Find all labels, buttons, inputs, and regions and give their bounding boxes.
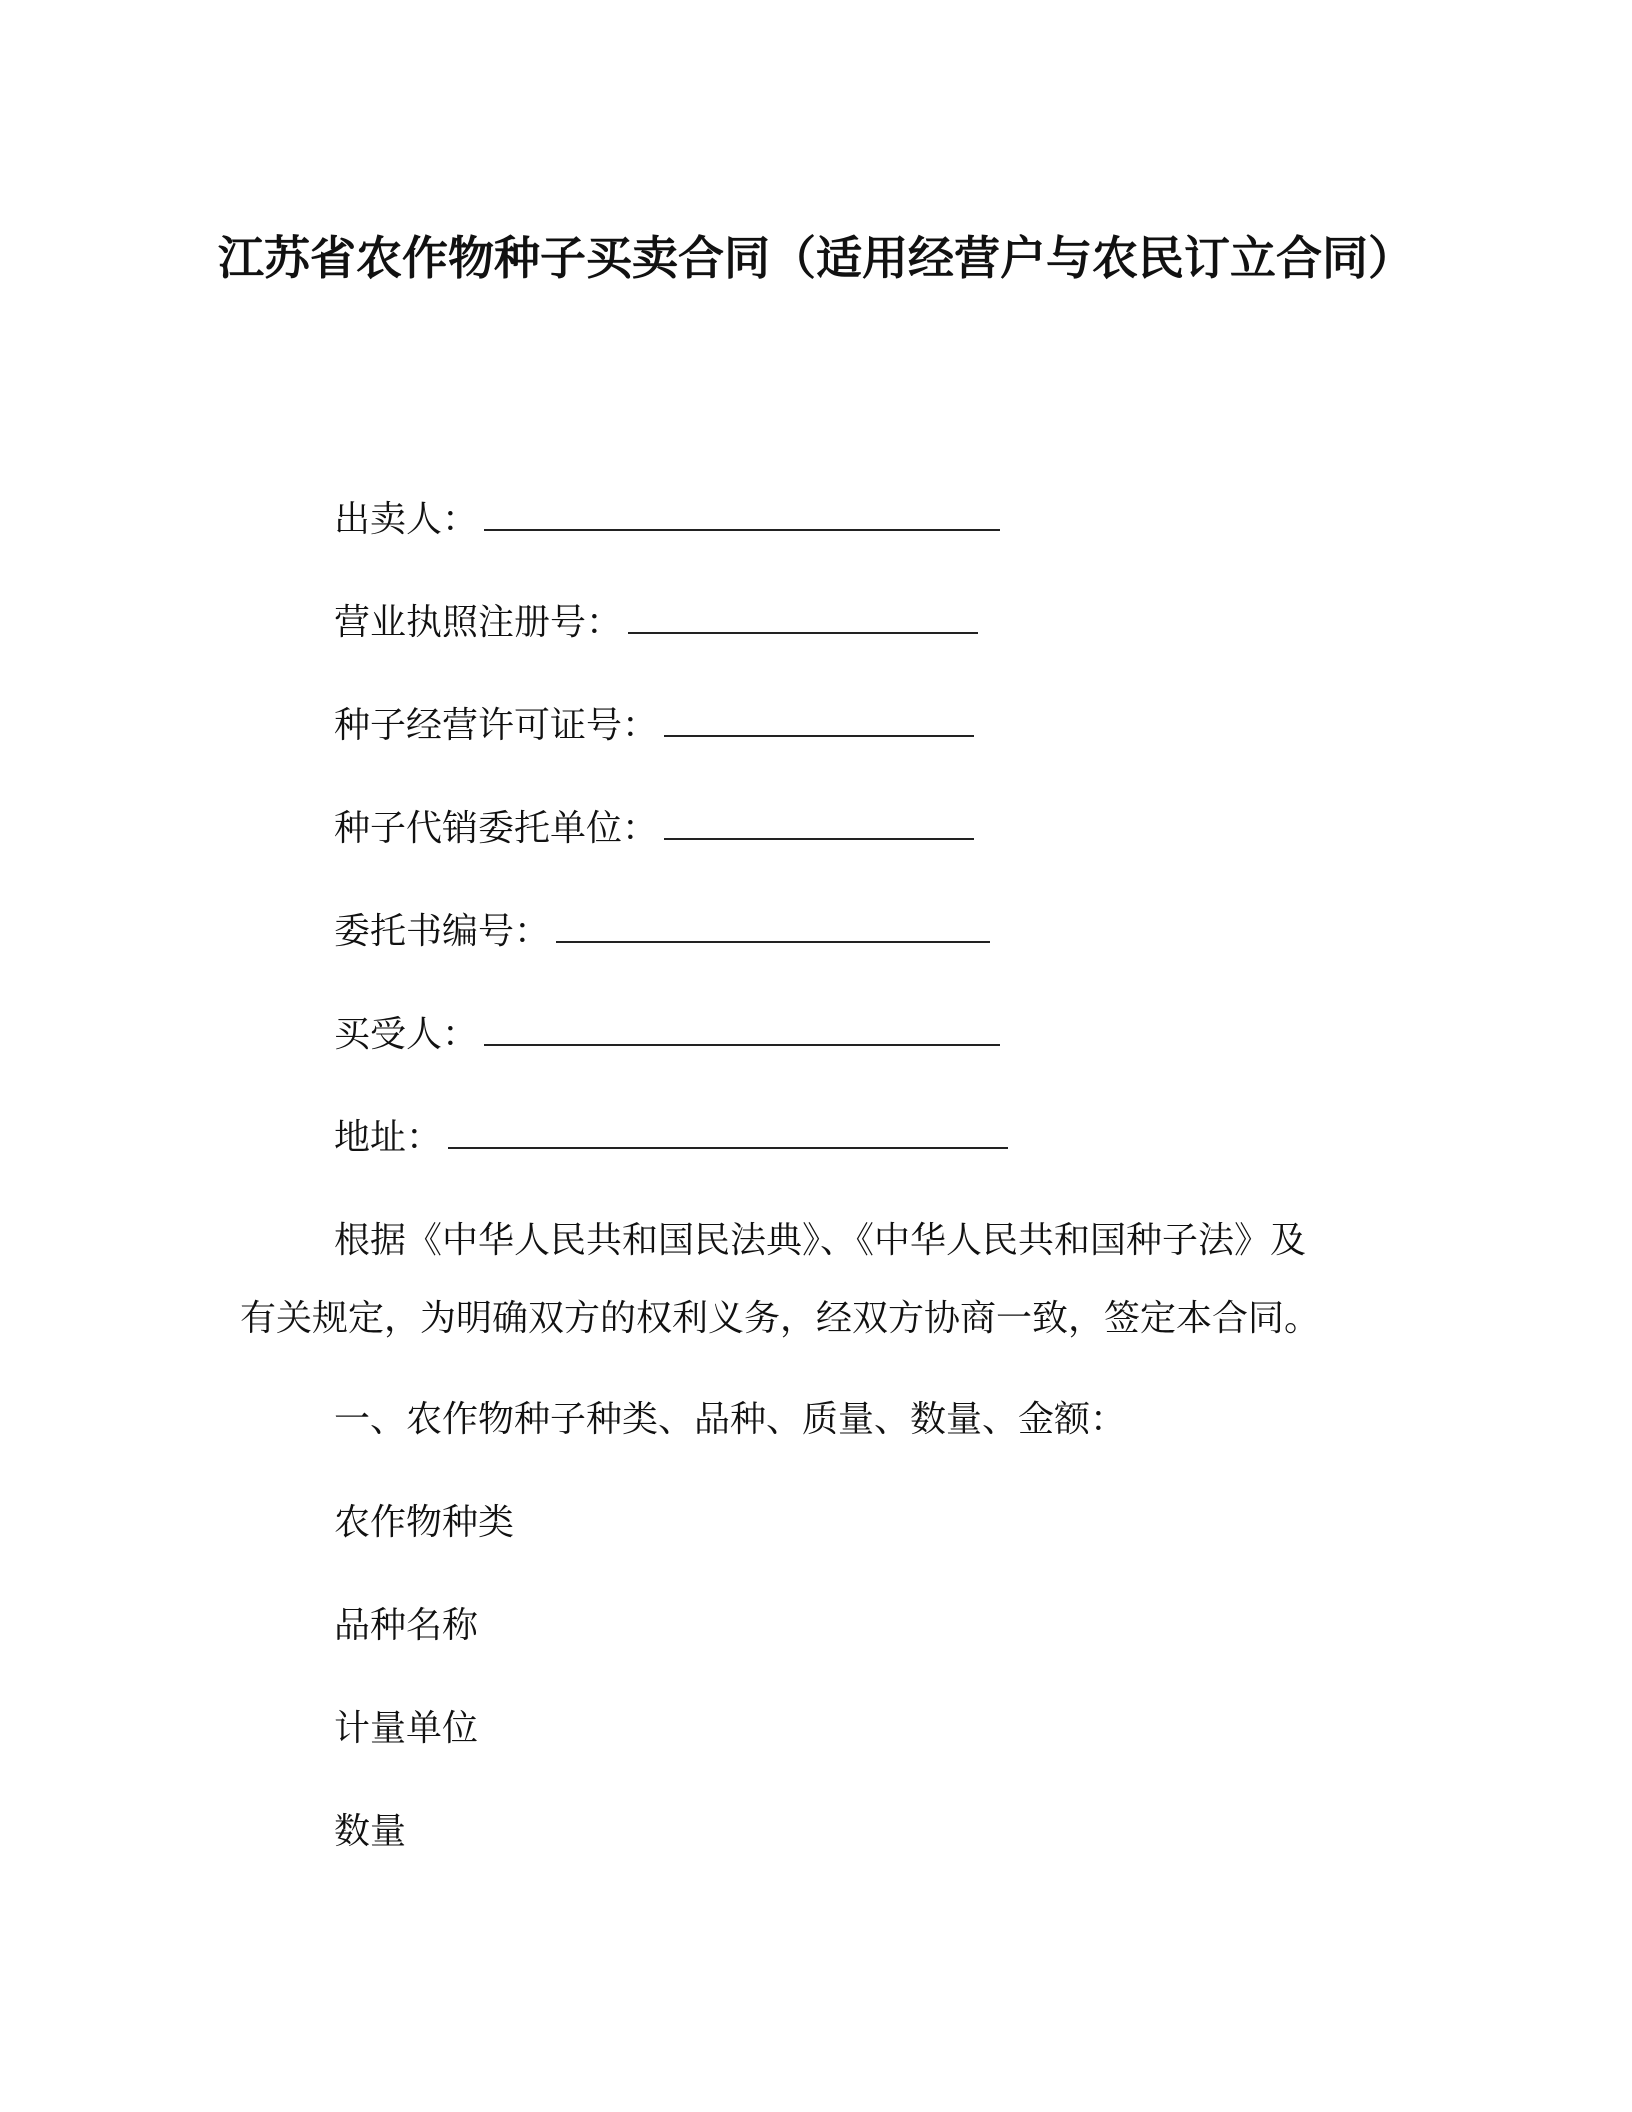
address-field	[334, 1113, 1008, 1163]
business-license-label: 营业执照注册号：	[334, 602, 623, 643]
business-license-blank[interactable]	[628, 598, 978, 634]
consignment-unit-field	[334, 804, 974, 854]
seed-permit-blank[interactable]	[664, 701, 974, 737]
address-blank[interactable]	[448, 1113, 1008, 1149]
preamble-line-2: 有关规定，为明确双方的权利义务，经双方协商一致，签定本合同。	[240, 1298, 1321, 1339]
business-license-field	[334, 598, 978, 648]
buyer-field	[334, 1010, 1000, 1060]
item-variety-name: 品种名称	[334, 1605, 479, 1646]
seed-permit-field	[334, 701, 974, 751]
buyer-blank[interactable]	[484, 1010, 1000, 1046]
power-of-attorney-label: 委托书编号：	[334, 911, 551, 952]
power-of-attorney-field	[334, 907, 990, 957]
section-1-heading: 一、农作物种子种类、品种、质量、数量、金额：	[334, 1399, 1127, 1440]
seller-label: 出卖人：	[334, 499, 479, 540]
item-unit: 计量单位	[334, 1708, 479, 1749]
item-quantity: 数量	[334, 1811, 407, 1852]
buyer-label: 买受人：	[334, 1014, 479, 1055]
power-of-attorney-blank[interactable]	[556, 907, 990, 943]
seed-permit-label: 种子经营许可证号：	[334, 705, 659, 746]
item-crop-type: 农作物种类	[334, 1502, 515, 1543]
document-title: 江苏省农作物种子买卖合同（适用经营户与农民订立合同）	[218, 231, 1414, 285]
seller-field	[334, 495, 1000, 545]
preamble-line-1: 根据《中华人民共和国民法典》、《中华人民共和国种子法》及	[334, 1220, 1307, 1261]
address-label: 地址：	[334, 1117, 443, 1158]
seller-blank[interactable]	[484, 495, 1000, 531]
consignment-unit-blank[interactable]	[664, 804, 974, 840]
consignment-unit-label: 种子代销委托单位：	[334, 808, 659, 849]
